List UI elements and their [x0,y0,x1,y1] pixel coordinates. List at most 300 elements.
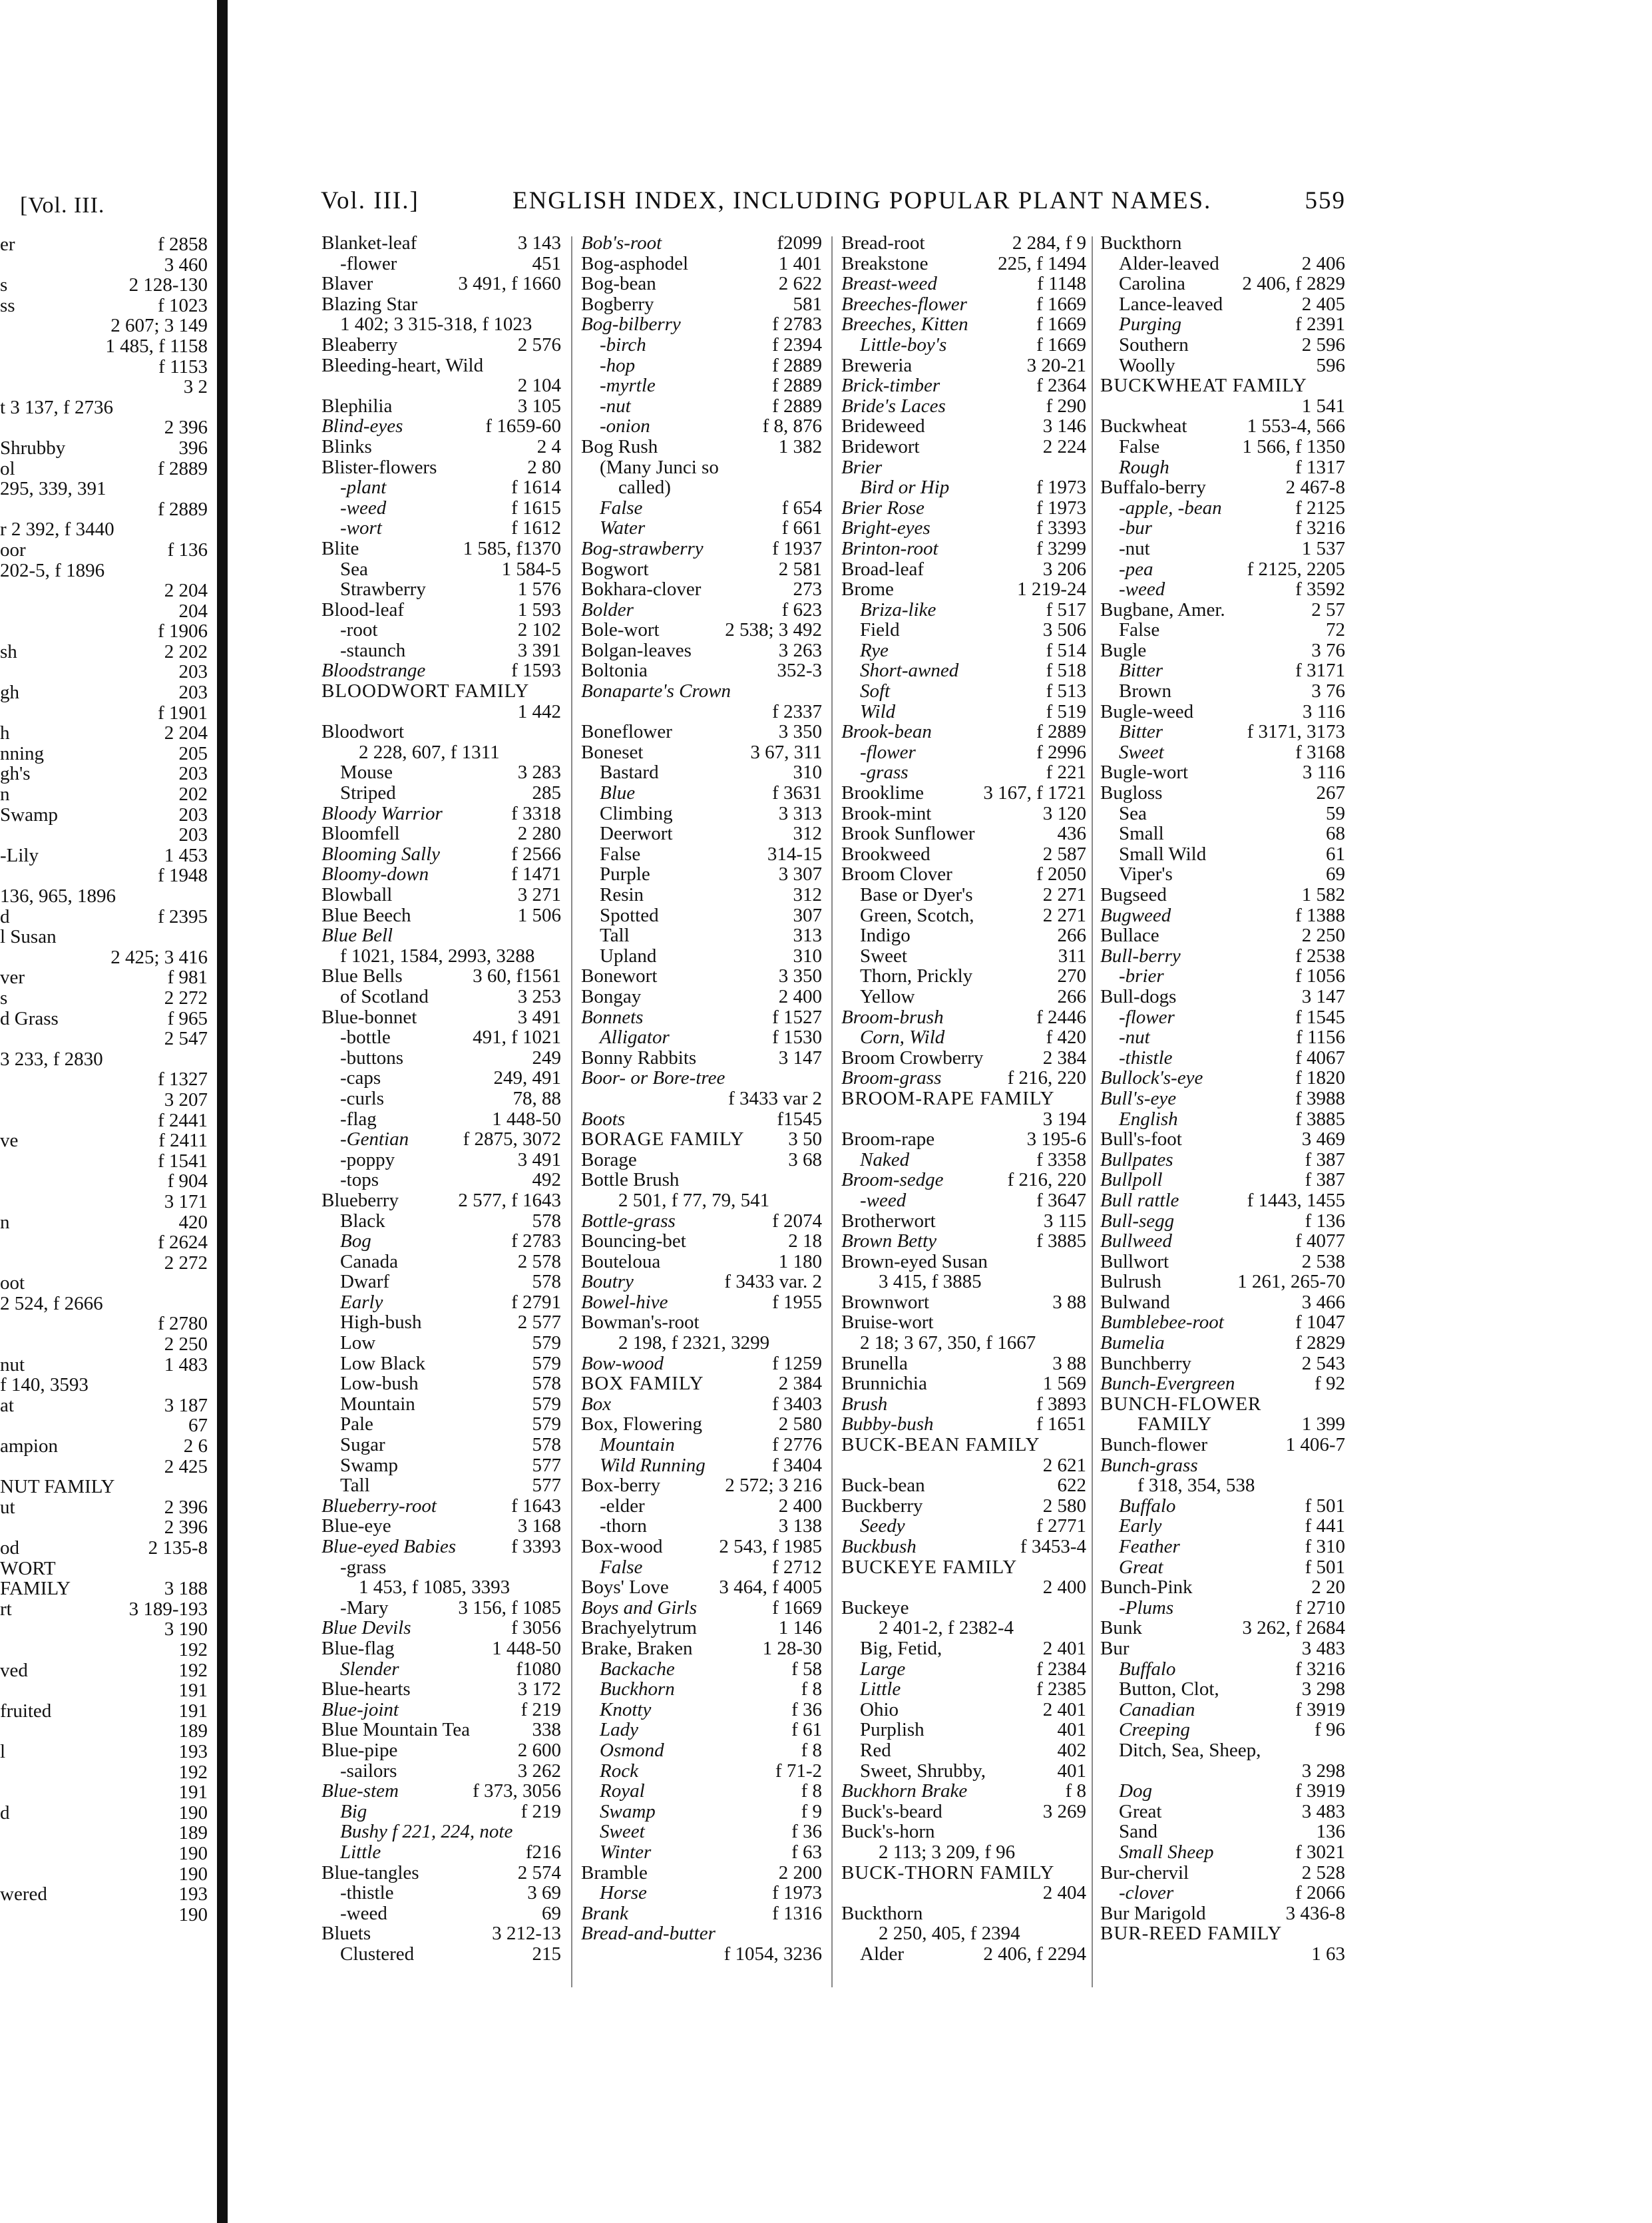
entry-term: Bugweed [1100,904,1171,926]
index-entry [841,1516,1086,1537]
index-entry [321,294,561,315]
entry-reference: f 8 [1065,1780,1086,1802]
index-entry [321,1414,561,1435]
fragment-line [0,1355,208,1375]
entry-reference: 1 593 [517,599,561,620]
entry-term: f 318, 354, 538 [1137,1475,1255,1497]
index-entry [581,518,822,539]
entry-reference: 3 391 [517,639,561,661]
index-entry [1100,498,1345,519]
fragment-line [0,1090,208,1111]
entry-term: Big [340,1800,367,1822]
entry-reference: f 2391 [1295,314,1345,336]
fragment-ref: 1 485, f 1158 [105,335,208,357]
entry-term: Wild Running [600,1454,706,1476]
index-entry [321,356,561,376]
entry-reference: f 36 [791,1821,822,1843]
entry-term: -onion [600,415,650,437]
entry-reference: 3 491 [517,1148,561,1170]
index-entry [1100,1679,1345,1700]
fragment-line [0,642,208,662]
entry-term: Blue-pipe [321,1739,398,1761]
entry-reference: 2 406, f 2829 [1242,273,1345,295]
entry-term: Bastard [600,762,659,784]
fragment-text: -Lily [0,844,39,866]
index-entry [581,1109,822,1130]
entry-term: Bullpoll [1100,1169,1163,1191]
entry-reference: f 1973 [772,1882,822,1904]
index-entry [841,1659,1086,1680]
entry-term: Bumelia [1100,1332,1165,1354]
index-entry [1100,1537,1345,1557]
fragment-line [0,1538,208,1559]
entry-reference: 2 284, f 9 [1012,232,1086,254]
index-entry [321,783,561,804]
fragment-line [0,1823,208,1844]
index-entry [841,1292,1086,1313]
entry-reference: 3 212-13 [492,1923,561,1945]
entry-reference: 1 442 [517,700,561,722]
entry-term: Great [1119,1800,1162,1822]
entry-reference: f 2996 [1036,741,1086,763]
index-entry [1100,1333,1345,1354]
index-entry [841,375,1086,396]
entry-reference: 1 180 [778,1250,822,1272]
entry-reference: f 1973 [1036,497,1086,519]
entry-reference: f 1443, 1455 [1247,1189,1345,1211]
index-entry [1100,783,1345,804]
entry-term: Bullwort [1100,1250,1169,1272]
fragment-line [0,1864,208,1885]
index-entry [321,925,561,946]
index-entry [581,1618,822,1638]
entry-term: -birch [600,334,646,356]
fragment-ref: 3 460 [164,254,208,276]
index-entry [321,1252,561,1272]
entry-reference: f 514 [1046,639,1086,661]
fragment-line [0,499,208,520]
index-entry [1100,1435,1345,1455]
entry-reference: 1 566, f 1350 [1242,435,1345,457]
index-entry [1100,1231,1345,1252]
fragment-line [0,1436,208,1457]
entry-reference: 2 543 [1301,1352,1345,1374]
entry-term: Breast-weed [841,273,937,295]
entry-term: Bouteloua [581,1250,661,1272]
index-entry [321,1923,561,1944]
index-entry [1100,804,1345,824]
entry-term: -wort [340,517,382,539]
entry-reference: 72 [1326,619,1345,641]
index-entry [581,1638,822,1659]
fragment-ref: 189 [178,1720,208,1742]
entry-term: Bugloss [1100,782,1163,804]
entry-reference: 3 147 [778,1047,822,1069]
fragment-line [0,1069,208,1090]
entry-reference: f 1259 [772,1352,822,1374]
index-entry [1100,1089,1345,1109]
index-entry [581,477,822,498]
index-entry [841,1475,1086,1496]
entry-reference: f 3168 [1295,741,1345,763]
index-column-4 [1100,233,1345,1964]
entry-reference: f 2889 [1036,721,1086,743]
index-entry [321,1761,561,1782]
entry-term: Bridewort [841,435,920,457]
entry-term: Buckhorn [600,1678,675,1700]
fragment-text: nning [0,742,45,764]
entry-reference: 3 172 [517,1678,561,1700]
index-entry [321,1944,561,1965]
entry-reference: 3 147 [1301,985,1345,1007]
index-entry [321,1190,561,1211]
entry-term: Little-boy's [860,334,947,356]
fragment-line [0,561,208,581]
entry-term: Brooklime [841,782,925,804]
fragment-line [0,1884,208,1905]
index-entry [1100,1638,1345,1659]
fragment-line [0,316,208,336]
fragment-line [0,886,208,907]
fragment-line [0,1660,208,1681]
entry-reference: 3 436-8 [1285,1902,1345,1924]
entry-term: 1 453, f 1085, 3393 [359,1577,511,1599]
fragment-ref: f 2780 [158,1313,208,1335]
entry-term: Mountain [600,1434,675,1456]
entry-reference: 2 587 [1042,843,1086,865]
entry-reference: 1 406-7 [1285,1434,1345,1456]
fragment-text: WORT [0,1557,56,1579]
index-entry [321,1740,561,1761]
entry-reference: 3 350 [778,721,822,743]
entry-term: Borage [581,1148,637,1170]
entry-term: Bongay [581,985,642,1007]
entry-term: Bread-and-butter [581,1923,716,1945]
index-entry [841,1027,1086,1048]
entry-reference: 3 156, f 1085 [458,1597,561,1618]
fragment-ref: 2 425; 3 416 [110,946,208,968]
index-entry [1100,1923,1345,1944]
entry-reference: f 1669 [1036,293,1086,315]
entry-term: Backache [600,1658,675,1680]
entry-term: -caps [340,1067,381,1089]
entry-reference: f 3403 [772,1393,822,1415]
fragment-text: fruited [0,1700,52,1722]
entry-term: Broom-sedge [841,1169,944,1191]
entry-term: Bullweed [1100,1230,1172,1252]
entry-reference: 3 298 [1301,1760,1345,1782]
index-entry [581,1903,822,1924]
entry-reference: f 2446 [1036,1006,1086,1028]
index-entry [1100,1516,1345,1537]
index-entry [841,925,1086,946]
index-entry [1100,824,1345,844]
entry-reference: 2 401 [1042,1698,1086,1720]
entry-term: Bogwort [581,558,649,580]
index-entry [1100,1129,1345,1150]
entry-reference: 61 [1326,843,1345,865]
entry-reference: f 1388 [1295,904,1345,926]
entry-term: Brook-bean [841,721,932,743]
index-entry [841,864,1086,885]
entry-reference: 1 576 [517,579,561,601]
entry-term: High-bush [340,1312,422,1334]
entry-term: BUCKEYE FAMILY [841,1556,1018,1578]
entry-reference: 2 622 [778,273,822,295]
fragment-line [0,1029,208,1049]
fragment-line [0,723,208,744]
entry-reference: 581 [793,293,822,315]
index-entry [321,1354,561,1374]
entry-term: Purging [1119,314,1181,336]
entry-term: Blue-hearts [321,1678,411,1700]
entry-reference: f 1643 [511,1495,561,1517]
entry-reference: f 501 [1305,1495,1345,1517]
entry-term: -weed [860,1189,907,1211]
entry-reference: 267 [1316,782,1345,804]
entry-reference: 2 580 [778,1413,822,1435]
entry-term: Brinton-root [841,537,938,559]
entry-reference: 338 [532,1719,561,1741]
entry-reference: 352-3 [777,660,822,682]
entry-term: Bird or Hip [860,477,950,499]
entry-term: Upland [600,945,657,967]
entry-reference: f2099 [777,232,822,254]
index-entry [841,1679,1086,1700]
index-entry [321,274,561,294]
index-entry [841,457,1086,478]
entry-term: Bubby-bush [841,1413,934,1435]
entry-reference: f 2776 [772,1434,822,1456]
entry-reference: f 8 [801,1780,822,1802]
index-entry [321,844,561,865]
fragment-line [0,1742,208,1762]
entry-reference: f 2538 [1295,945,1345,967]
fragment-ref: 202 [178,784,208,806]
entry-reference: 3 120 [1042,802,1086,824]
index-entry [841,1903,1086,1924]
fragment-ref: 3 207 [164,1089,208,1111]
fragment-text: nut [0,1354,25,1375]
index-entry [581,539,822,559]
entry-term: Bloodstrange [321,660,426,682]
entry-reference: 578 [532,1271,561,1293]
entry-reference: f 1955 [772,1291,822,1313]
fragment-ref: 193 [178,1740,208,1762]
entry-reference: f 518 [1046,660,1086,682]
entry-reference: f 71-2 [775,1760,822,1782]
fragment-ref: 420 [178,1211,208,1233]
index-entry [581,1923,822,1944]
entry-reference: f1545 [777,1108,822,1130]
index-entry [321,681,561,702]
entry-term: Swamp [600,1800,656,1822]
index-entry [841,1923,1086,1944]
entry-term: Bokhara-clover [581,579,702,601]
index-entry [581,783,822,804]
index-entry [1100,314,1345,335]
entry-reference: 3 464, f 4005 [719,1577,822,1599]
entry-term: 2 250, 405, f 2394 [879,1923,1020,1945]
fragment-ref: 205 [178,742,208,764]
page-number: 559 [1305,187,1346,214]
index-entry [1100,1883,1345,1903]
index-entry [1100,539,1345,559]
entry-reference: f 3393 [511,1536,561,1557]
entry-reference: 578 [532,1210,561,1232]
fragment-ref: f 2889 [158,498,208,520]
index-entry [581,1414,822,1435]
index-entry [841,1720,1086,1740]
index-entry [841,1761,1086,1782]
index-entry [841,437,1086,457]
entry-term: Field [860,619,900,641]
index-entry [321,1537,561,1557]
index-entry [841,1129,1086,1150]
index-entry [321,539,561,559]
index-entry [321,885,561,905]
entry-reference: 266 [1057,925,1086,947]
fragment-line [0,438,208,459]
entry-term: Brunnichia [841,1373,927,1395]
index-entry [581,864,822,885]
entry-reference: 3 263 [778,639,822,661]
entry-term: Rock [600,1760,638,1782]
previous-page-column [0,234,208,1925]
entry-reference: 2 384 [1042,1047,1086,1069]
fragment-text: f 140, 3593 [0,1374,89,1396]
entry-term: -plant [340,477,387,499]
entry-reference: f 96 [1315,1719,1345,1741]
index-entry [321,1700,561,1720]
fragment-line [0,479,208,499]
index-entry [321,600,561,620]
index-entry [1100,600,1345,620]
index-entry [1100,254,1345,274]
entry-reference: f 3393 [1036,517,1086,539]
entry-reference: f 8 [801,1678,822,1700]
index-entry [581,925,822,946]
entry-reference: f 3919 [1295,1780,1345,1802]
entry-term: Bouncing-bet [581,1230,686,1252]
index-entry [841,987,1086,1007]
entry-term: Boutry [581,1271,634,1293]
entry-reference: f 2385 [1036,1678,1086,1700]
index-entry [321,1150,561,1170]
fragment-text: d [0,1802,10,1824]
entry-term: Bob's-root [581,232,662,254]
entry-reference: 1 541 [1301,395,1345,417]
index-entry [581,1007,822,1028]
entry-reference: f 1593 [511,660,561,682]
entry-term: Early [340,1291,383,1313]
entry-term: Canada [340,1250,398,1272]
entry-term: Brome [841,579,894,601]
index-entry [321,498,561,519]
fragment-text: s [0,274,8,296]
entry-reference: 3 76 [1311,680,1345,702]
index-entry [1100,559,1345,580]
entry-reference: f 387 [1305,1148,1345,1170]
fragment-line [0,703,208,724]
index-entry [841,1700,1086,1720]
fragment-ref: f 981 [167,967,208,989]
entry-term: Bitter [1119,660,1163,682]
entry-reference: 2 596 [1301,334,1345,356]
book-gutter [217,0,228,2223]
fragment-line [0,1212,208,1233]
entry-term: Big, Fetid, [860,1637,942,1659]
entry-term: Bull-berry [1100,945,1181,967]
entry-reference: 3 253 [517,985,561,1007]
index-entry [1100,1455,1345,1476]
index-entry [1100,1761,1345,1782]
fragment-text: Shrubby [0,437,66,459]
entry-term: Brank [581,1902,628,1924]
index-entry [321,1598,561,1618]
fragment-line [0,1253,208,1274]
entry-term: Brunella [841,1352,908,1374]
entry-reference: 1 537 [1301,537,1345,559]
entry-term: Sweet, Shrubby, [860,1760,986,1782]
previous-page-edge [0,0,217,2223]
entry-reference: f 2066 [1295,1882,1345,1904]
entry-reference: f 3318 [511,802,561,824]
index-entry [321,1475,561,1496]
index-entry [321,1312,561,1333]
index-entry [581,1781,822,1802]
index-entry [841,1231,1086,1252]
entry-term: Box [581,1393,612,1415]
index-entry [1100,844,1345,865]
entry-reference: 2 406, f 2294 [983,1943,1086,1965]
entry-reference: 1 146 [778,1617,822,1639]
entry-reference: 577 [532,1454,561,1476]
entry-reference: f 2074 [772,1210,822,1232]
entry-term: Blueberry [321,1189,399,1211]
entry-term: 2 113; 3 209, f 96 [879,1841,1016,1863]
entry-reference: f 2384 [1036,1658,1086,1680]
fragment-ref: 203 [178,682,208,704]
entry-reference: f 4067 [1295,1047,1345,1069]
entry-reference: 1 506 [517,904,561,926]
index-entry [581,356,822,376]
index-entry [321,640,561,661]
entry-term: Buckthorn [1100,232,1182,254]
entry-reference: f 387 [1305,1169,1345,1191]
entry-term: Bugbane, Amer. [1100,599,1225,620]
fragment-line [0,1314,208,1334]
fragment-ref: 3 171 [164,1190,208,1212]
entry-reference: 2 80 [527,456,561,478]
fragment-line [0,459,208,479]
entry-reference: 2 271 [1042,904,1086,926]
fragment-ref: 192 [178,1761,208,1783]
fragment-line [0,662,208,682]
entry-term: Bur [1100,1637,1130,1659]
entry-reference: f 661 [781,517,822,539]
entry-reference: 577 [532,1475,561,1497]
entry-term: Sand [1119,1821,1157,1843]
index-entry [321,579,561,600]
entry-term: -flower [1119,1006,1175,1028]
entry-term: Brush [841,1393,888,1415]
entry-term: Blue-flag [321,1637,395,1659]
index-entry [581,375,822,396]
entry-term: Bog-strawberry [581,537,704,559]
entry-term: Horse [600,1882,647,1904]
fragment-line [0,1415,208,1436]
